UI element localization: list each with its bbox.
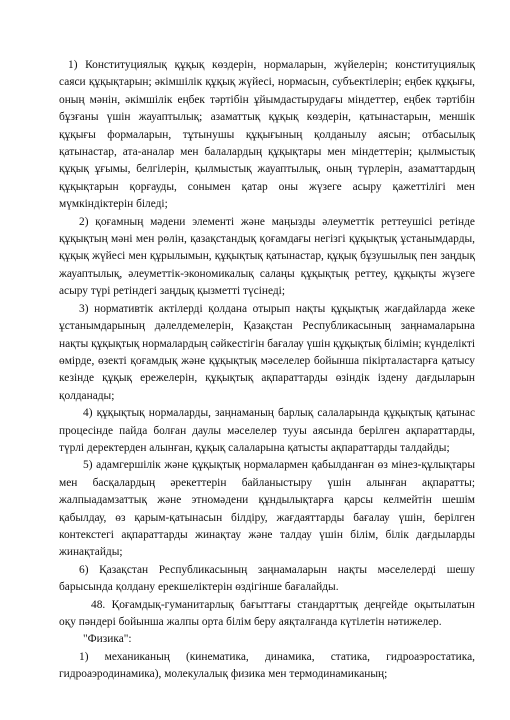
document-page (59, 57, 475, 684)
paragraph-item-1: 1) Конституциялық құқық көздерін, нормаларын, жүйелерін; конституциялық саяси құқықтарын; әкімшілік құқық жүйесі, нормасын, субъектілерін; еңбек құқығы, оның мәнін, әкімшілік еңбек тәртібін ұйымдастырудағы міндеттер, еңбек тәртібін бұзғаны үшін жауаптылық; азаматтық құқық көздерін, қатынастарын, меншік құқығы формаларын, тұтынушы құқығының қолданылу аясын; отбасылық қатынастар, ата-аналар мен балалардың құқықтары мен міндеттерін; қылмыстық құқық ұғымы, белгілерін, қылмыстық жауаптылық, оның түрлерін, азаматтардың құқықтарын қорғауды, сонымен қатар оны жүзеге асыру қажеттілігі мен мүмкіндіктерін біледі; (59, 59, 475, 211)
physics-item-1: 1) механиканың (кинематика, динамика, статика, гидроаэростатика, гидроаэродинамика), молекулалық физика мен термодинамиканың; (59, 650, 475, 681)
subject-heading-physics: "Физика": (83, 633, 132, 646)
paragraph-item-5: 5) адамгершілік және құқықтық нормалармен қабылданған өз мінез-құлықтары мен басқалардың әрекеттерін байланыстыру үшін алынған ақпаратты; жалпыадамзаттық және этномәдени құндылықтарға қарсы келмейтін шешім қабылдау, өз қарым-қатынасын білдіру, жағдаяттарды бағалау үшін, берілген контекстегі ақпараттарды жинақтау және талдау үшін білім, білік дағдыларды жинақтайды; (59, 459, 475, 559)
paragraph-item-4: 4) құқықтық нормаларды, заңнаманың барлық салаларында құқықтық қатынас процесінде пайда болған даулы мәселелер тууы аясында берілген ақпараттарды, түрлі деректерден алынған, құқық салаларына қатысты ақпараттарды талдайды; (59, 407, 475, 454)
paragraph-item-3: 3) нормативтік актілерді қолдана отырып нақты құқықтық жағдайларда жеке ұстанымдарының дәлелдемелерін, Қазақстан Республикасының заңнамаларына нақты құқықтық нормалардың сәйкестігін бағалау үшін құқықтық білімін; күнделікті өмірде, өзекті қоғамдық және құқықтық мәселелер бойынша пікірталастарға қатысу кезінде құқық ережелерін, құқықтық ақпараттарды өзіндік іздену дағдыларын қолданады; (59, 302, 475, 402)
section-48-paragraph: 48. Қоғамдық-гуманитарлық бағыттағы стандарттық деңгейде оқытылатын оқу пәндері бойынша жалпы орта білім беру аяқталғанда күтілетін нәтижелер. (59, 598, 475, 628)
paragraph-item-2: 2) қоғамның мәдени элементі және маңызды әлеуметтік реттеушісі ретінде құқықтың мәні мен рөлін, қазақстандық қоғамдағы негізгі құқықтық ұстанымдарды, құқық жүйесі мен құрылымын, құқықтық қатынастар, құқық бұзушылық пен заңдық жауаптылық, әлеуметтік-экономикалық салаңы құқықтық реттеу, құқықты жүзеге асыру түрі ретіндегі заңдық қызметті түсінеді; (59, 215, 475, 298)
paragraph-item-6: 6) Қазақстан Республикасының заңнамаларын нақты мәселелерді шешу барысында қолдану ерекшеліктерін өздігінше бағалайды. (59, 563, 475, 594)
